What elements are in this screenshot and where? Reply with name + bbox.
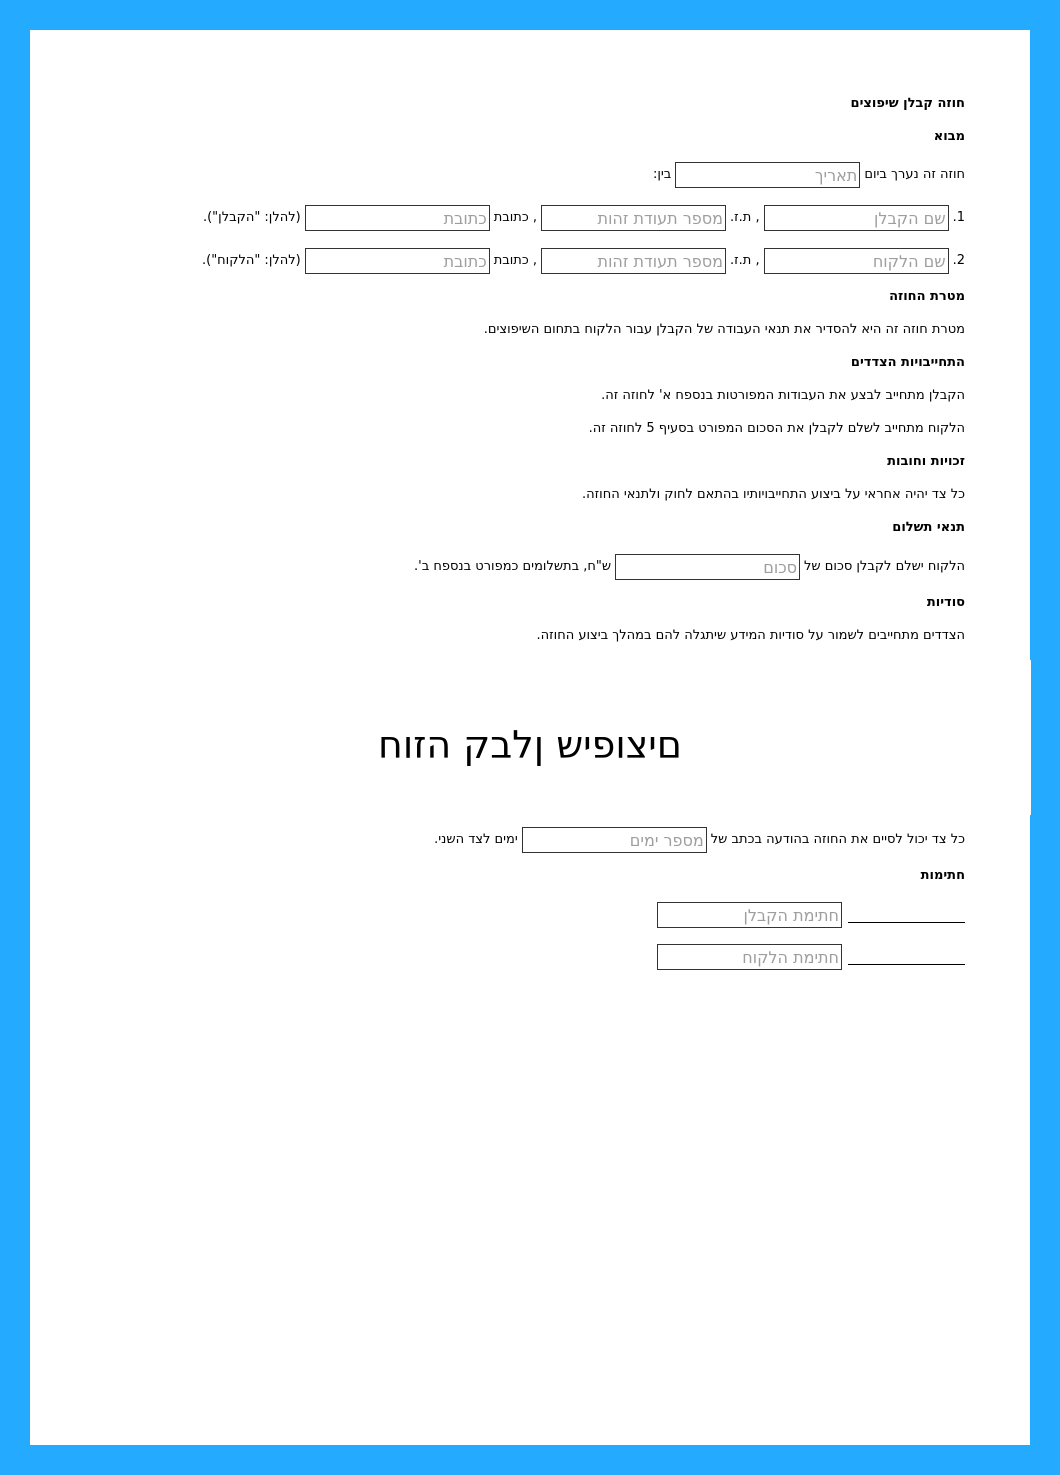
client-name-input[interactable] bbox=[764, 248, 949, 274]
contractor-id-input[interactable] bbox=[541, 205, 726, 231]
intro-line bbox=[653, 161, 965, 189]
client-address-input[interactable] bbox=[305, 248, 490, 274]
confidentiality-heading: סודיות bbox=[926, 595, 965, 610]
purpose-heading: מטרת החוזה bbox=[889, 289, 965, 304]
obligations-heading: התחייבויות הצדדים bbox=[850, 355, 965, 370]
party1-line bbox=[203, 204, 965, 232]
mirrored-contract-title: םיצופיש ןלבק הזוח bbox=[378, 723, 682, 767]
contractor-signature-line bbox=[848, 908, 965, 923]
contractor-name-input[interactable] bbox=[764, 205, 949, 231]
signatures-heading: חתימות bbox=[920, 868, 965, 883]
obligation-1: הקבלן מתחייב לבצע את העבודות המפורטות בנספח א' לחוזה זה. bbox=[601, 388, 965, 403]
contractor-address-input[interactable] bbox=[305, 205, 490, 231]
party2-alias: (להלן: "הלקוח"). bbox=[202, 253, 301, 268]
obligation-2: הלקוח מתחייב לשלם לקבלן את הסכום המפורט בסעיף 5 לחוזה זה. bbox=[588, 421, 965, 436]
days-input[interactable] bbox=[522, 827, 707, 853]
client-signature-line bbox=[848, 950, 965, 965]
intro-before-text: חוזה זה נערך ביום bbox=[864, 167, 965, 182]
party2-id-label: , ת.ז. bbox=[730, 253, 760, 268]
termination-before-text: כל צד יכול לסיים את החוזה בהודעה בכתב של bbox=[710, 832, 965, 847]
document-title: חוזה קבלן שיפוצים bbox=[850, 96, 965, 111]
page-edge-mark bbox=[1029, 660, 1031, 815]
party2-number: 2. bbox=[952, 253, 965, 268]
party2-address-label: , כתובת bbox=[493, 253, 537, 268]
intro-heading: מבוא bbox=[933, 129, 965, 144]
termination-line bbox=[434, 826, 965, 854]
client-id-input[interactable] bbox=[541, 248, 726, 274]
payment-before-text: הלקוח ישלם לקבלן סכום של bbox=[804, 559, 965, 574]
document-page bbox=[30, 30, 1030, 1445]
purpose-text: מטרת חוזה זה היא להסדיר את תנאי העבודה של הקבלן עבור הלקוח בתחום השיפוצים. bbox=[483, 322, 965, 337]
contractor-signature-row bbox=[653, 901, 965, 929]
client-signature-row bbox=[653, 943, 965, 971]
amount-input[interactable] bbox=[615, 554, 800, 580]
termination-after-text: ימים לצד השני. bbox=[434, 832, 518, 847]
payment-line bbox=[414, 553, 965, 581]
intro-after-text: בין: bbox=[652, 167, 672, 182]
party1-address-label: , כתובת bbox=[493, 210, 537, 225]
confidentiality-text: הצדדים מתחייבים לשמור על סודיות המידע שיתגלה להם במהלך ביצוע החוזה. bbox=[536, 628, 965, 643]
rights-heading: זכויות וחובות bbox=[887, 454, 965, 469]
party2-line bbox=[202, 247, 965, 275]
payment-heading: תנאי תשלום bbox=[892, 520, 965, 535]
client-signature-input[interactable] bbox=[657, 944, 842, 970]
contractor-signature-input[interactable] bbox=[657, 902, 842, 928]
contract-content bbox=[30, 30, 1030, 1445]
payment-after-text: ש"ח, בתשלומים כמפורט בנספח ב'. bbox=[414, 559, 612, 574]
rights-text: כל צד יהיה אחראי על ביצוע התחייבויותיו בהתאם לחוק ולתנאי החוזה. bbox=[582, 487, 965, 502]
party1-id-label: , ת.ז. bbox=[730, 210, 760, 225]
party1-number: 1. bbox=[952, 210, 965, 225]
date-input[interactable] bbox=[675, 162, 860, 188]
party1-alias: (להלן: "הקבלן"). bbox=[202, 210, 301, 225]
